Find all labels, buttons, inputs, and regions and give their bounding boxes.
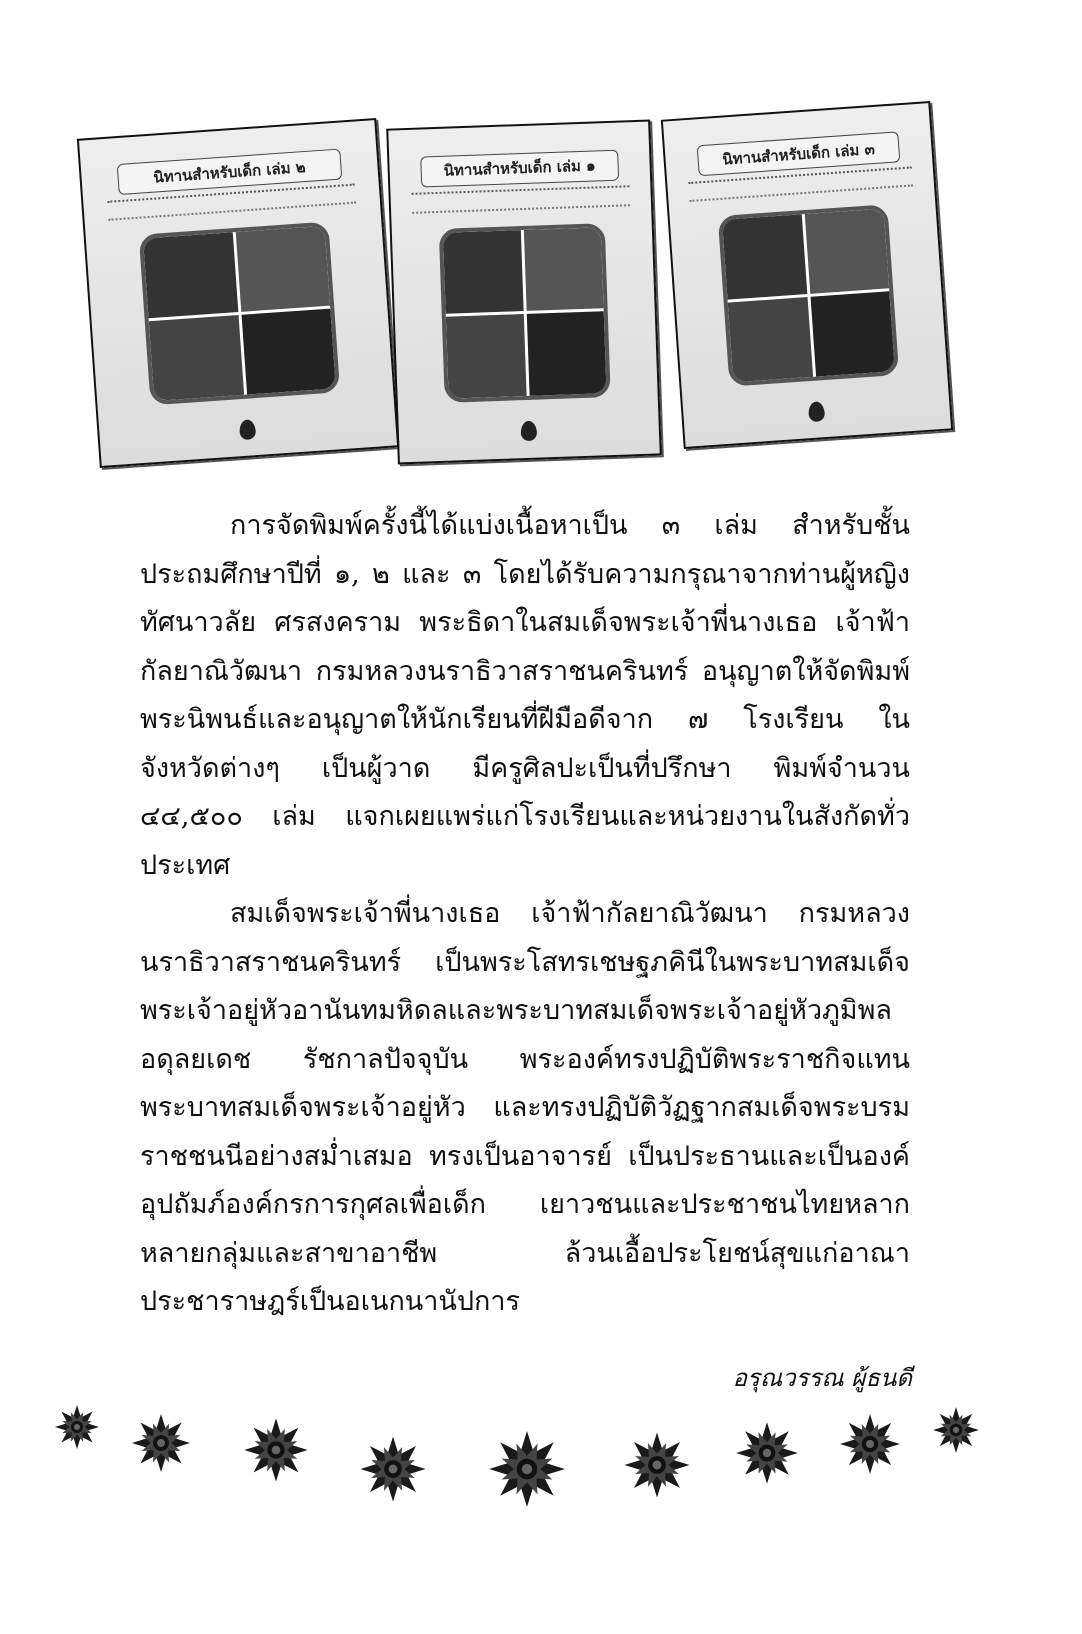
publisher-logo-icon (239, 419, 256, 440)
flower-icon (620, 1428, 694, 1502)
publisher-logo-icon (808, 401, 825, 422)
cover-illustration (718, 204, 900, 386)
book-cover-volume-2 (77, 118, 399, 468)
paragraph-2-block (140, 890, 910, 1327)
flower-icon (484, 1426, 570, 1512)
cover-title: นิทานสำหรับเด็ก เล่ม ๓ (697, 131, 901, 176)
publisher-logo-icon (521, 421, 538, 442)
flower-icon (52, 1402, 102, 1452)
cover-subtitle-line (411, 185, 630, 213)
flower-icon (930, 1404, 982, 1456)
flower-icon (836, 1410, 904, 1478)
flower-icon (240, 1414, 312, 1486)
book-cover-volume-3 (661, 101, 953, 449)
paragraph-1-block (140, 502, 910, 890)
cover-title: นิทานสำหรับเด็ก เล่ม ๑ (420, 149, 619, 188)
flower-icon (732, 1418, 802, 1488)
cover-illustration (139, 221, 340, 405)
paragraph-2: สมเด็จพระเจ้าพี่นางเธอ เจ้าฟ้ากัลยาณิวัฒนา กรมหลวงนราธิวาสราชนครินทร์ เป็นพระโสทรเชษฐภคินีในพระบาทสมเด็จพระเจ้าอยู่หัวอานันทมหิดลและพระบาทสมเด็จพระเจ้าอยู่หัวภูมิพล อดุลยเดช รัชกาลปัจจุบัน พระองค์ทรงปฏิบัติพระราชกิจแทนพระบาทสมเด็จพระเจ้าอยู่หัว และทรงปฏิบัติวัฏฐากสมเด็จพระบรมราชชนนีอย่างสม่ำเสมอ ทรงเป็นอาจารย์ เป็นประธานและเป็นองค์อุปถัมภ์องค์กรการกุศลเพื่อเด็ก เยาวชนและประชาชนไทยหลากหลายกลุ่มและสาขาอาชีพ ล้วนเอื้อประโยชน์สุขแก่อาณาประชาราษฎร์เป็นอเนกนานัปการ (140, 898, 910, 1317)
author-signature: อรุณวรรณ ผู้ธนดี (732, 1364, 912, 1392)
paragraph-1: การจัดพิมพ์ครั้งนี้ได้แบ่งเนื้อหาเป็น ๓ เล่ม สำหรับชั้นประถมศึกษาปีที่ ๑, ๒ และ ๓ โดยได้รับความกรุณาจากท่านผู้หญิงทัศนาวลัย ศรสงคราม พระธิดาในสมเด็จพระเจ้าพี่นางเธอ เจ้าฟ้ากัลยาณิวัฒนา กรมหลวงนราธิวาสราชนครินทร์ อนุญาตให้จัดพิมพ์พระนิพนธ์และอนุญาตให้นักเรียนที่ฝีมือดีจาก ๗ โรงเรียน ในจังหวัดต่างๆ เป็นผู้วาด มีครูศิลปะเป็นที่ปรึกษา พิมพ์จำนวน ๔๔,๕๐๐ เล่ม แจกเผยแพร่แก่โรงเรียนและหน่วยงานในสังกัดทั่วประเทศ (140, 510, 910, 881)
cover-illustration (439, 223, 611, 403)
book-cover-volume-1 (386, 119, 662, 464)
flower-icon (128, 1410, 194, 1476)
cover-title: นิทานสำหรับเด็ก เล่ม ๒ (116, 149, 343, 196)
flower-icon (356, 1432, 430, 1506)
